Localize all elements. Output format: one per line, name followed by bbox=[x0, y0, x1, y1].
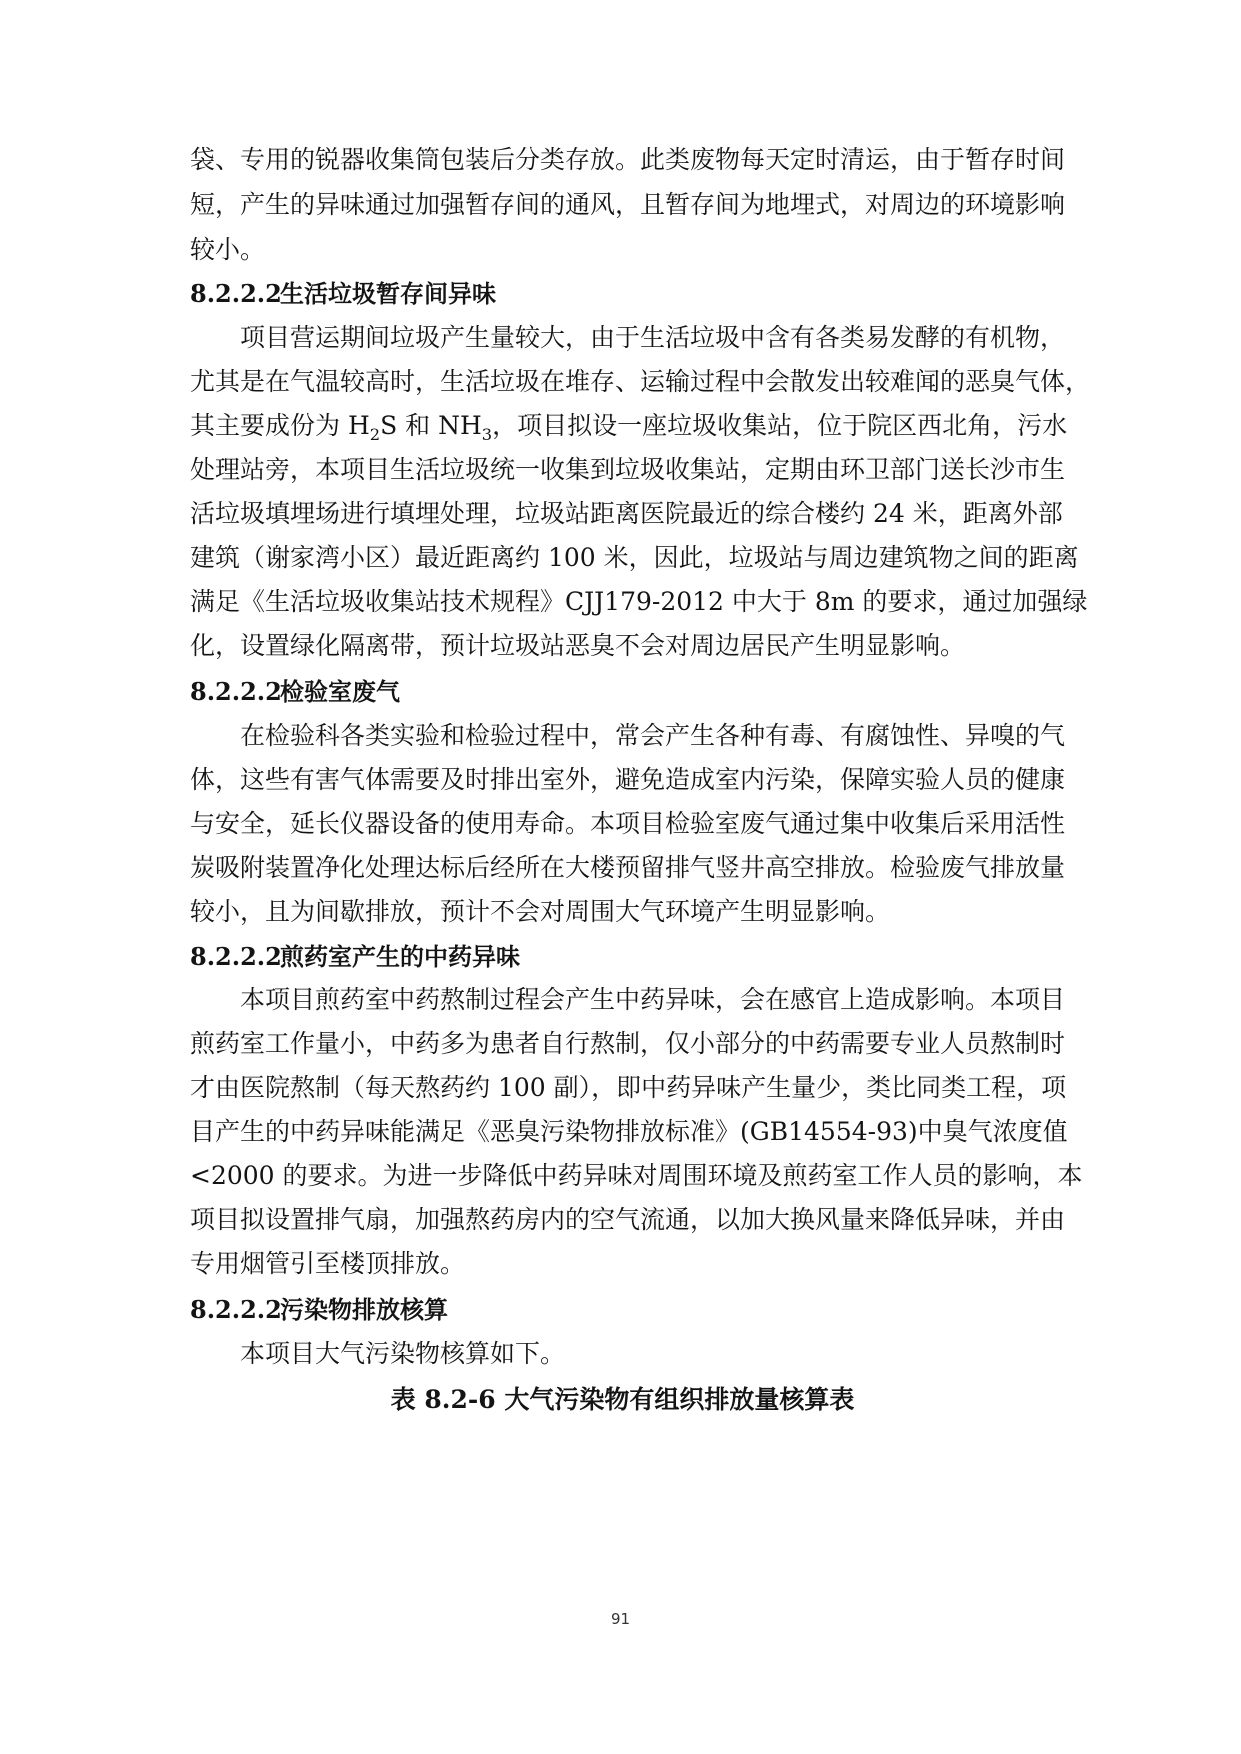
table-caption: 表 8.2-6 大气污染物有组织排放量核算表 bbox=[390, 1385, 855, 1414]
paragraph-line: 在检验科各类实验和检验过程中，常会产生各种有毒、有腐蚀性、异嗅的气 bbox=[240, 721, 1066, 750]
section-heading bbox=[190, 1290, 448, 1330]
paragraph-line: 炭吸附装置净化处理达标后经所在大楼预留排气竖井高空排放。检验废气排放量 bbox=[190, 853, 1066, 882]
text-run: 其主要成份为 H bbox=[190, 411, 370, 440]
section-heading bbox=[190, 274, 496, 314]
paragraph-line: 袋、专用的锐器收集筒包装后分类存放。此类废物每天定时清运，由于暂存时间 bbox=[190, 145, 1066, 174]
paragraph-line: 较小，且为间歇排放，预计不会对周围大气环境产生明显影响。 bbox=[190, 897, 891, 926]
paragraph-line: 化，设置绿化隔离带，预计垃圾站恶臭不会对周边居民产生明显影响。 bbox=[190, 631, 966, 660]
paragraph-line: 项目营运期间垃圾产生量较大，由于生活垃圾中含有各类易发酵的有机物， bbox=[240, 323, 1066, 352]
paragraph-line: 煎药室工作量小，中药多为患者自行熬制，仅小部分的中药需要专业人员熬制时 bbox=[190, 1029, 1066, 1058]
section-title: 生活垃圾暂存间异味 bbox=[280, 279, 496, 308]
paragraph-line: 目产生的中药异味能满足《恶臭污染物排放标准》(GB14554-93)中臭气浓度值 bbox=[190, 1117, 1068, 1146]
subscript: 3 bbox=[481, 425, 493, 444]
paragraph-line: 专用烟管引至楼顶排放。 bbox=[190, 1249, 466, 1278]
paragraph-line: 处理站旁，本项目生活垃圾统一收集到垃圾收集站，定期由环卫部门送长沙市生 bbox=[190, 455, 1066, 484]
section-number: 8.2.2.2 bbox=[190, 279, 282, 308]
paragraph-line: 建筑（谢家湾小区）最近距离约 100 米，因此，垃圾站与周边建筑物之间的距离 bbox=[190, 543, 1079, 572]
paragraph-line: <2000 的要求。为进一步降低中药异味对周围环境及煎药室工作人员的影响，本 bbox=[190, 1161, 1083, 1190]
section-title: 检验室废气 bbox=[280, 677, 400, 706]
subscript: 2 bbox=[369, 425, 381, 444]
text-run: S 和 NH bbox=[380, 411, 482, 440]
text-run: ，项目拟设一座垃圾收集站，位于院区西北角，污水 bbox=[492, 411, 1068, 440]
paragraph-line: 本项目煎药室中药熬制过程会产生中药异味，会在感官上造成影响。本项目 bbox=[240, 985, 1066, 1014]
paragraph-line: 才由医院熬制（每天熬药约 100 副），即中药异味产生量少，类比同类工程，项 bbox=[190, 1073, 1067, 1102]
paragraph-line: 满足《生活垃圾收集站技术规程》CJJ179-2012 中大于 8m 的要求，通过加强绿 bbox=[190, 587, 1088, 616]
paragraph-line: 体，这些有害气体需要及时排出室外，避免造成室内污染，保障实验人员的健康 bbox=[190, 765, 1066, 794]
section-heading bbox=[190, 937, 520, 977]
section-number: 8.2.2.2 bbox=[190, 1295, 282, 1324]
paragraph-line: 活垃圾填埋场进行填埋处理，垃圾站距离医院最近的综合楼约 24 米，距离外部 bbox=[190, 499, 1063, 528]
page-number: 91 bbox=[610, 1610, 631, 1628]
section-number: 8.2.2.2 bbox=[190, 942, 282, 971]
paragraph-line: 本项目大气污染物核算如下。 bbox=[240, 1339, 566, 1368]
paragraph-line: 与安全，延长仪器设备的使用寿命。本项目检验室废气通过集中收集后采用活性 bbox=[190, 809, 1066, 838]
paragraph-line: 项目拟设置排气扇，加强熬药房内的空气流通，以加大换风量来降低异味，并由 bbox=[190, 1205, 1066, 1234]
paragraph-line: 短，产生的异味通过加强暂存间的通风，且暂存间为地埋式，对周边的环境影响 bbox=[190, 190, 1066, 219]
section-heading bbox=[190, 672, 400, 712]
section-title: 污染物排放核算 bbox=[280, 1295, 448, 1324]
section-title: 煎药室产生的中药异味 bbox=[280, 942, 520, 971]
paragraph-line: 较小。 bbox=[190, 235, 266, 264]
paragraph-line bbox=[190, 406, 1068, 446]
section-number: 8.2.2.2 bbox=[190, 677, 282, 706]
paragraph-line: 尤其是在气温较高时，生活垃圾在堆存、运输过程中会散发出较难闻的恶臭气体， bbox=[190, 367, 1091, 396]
